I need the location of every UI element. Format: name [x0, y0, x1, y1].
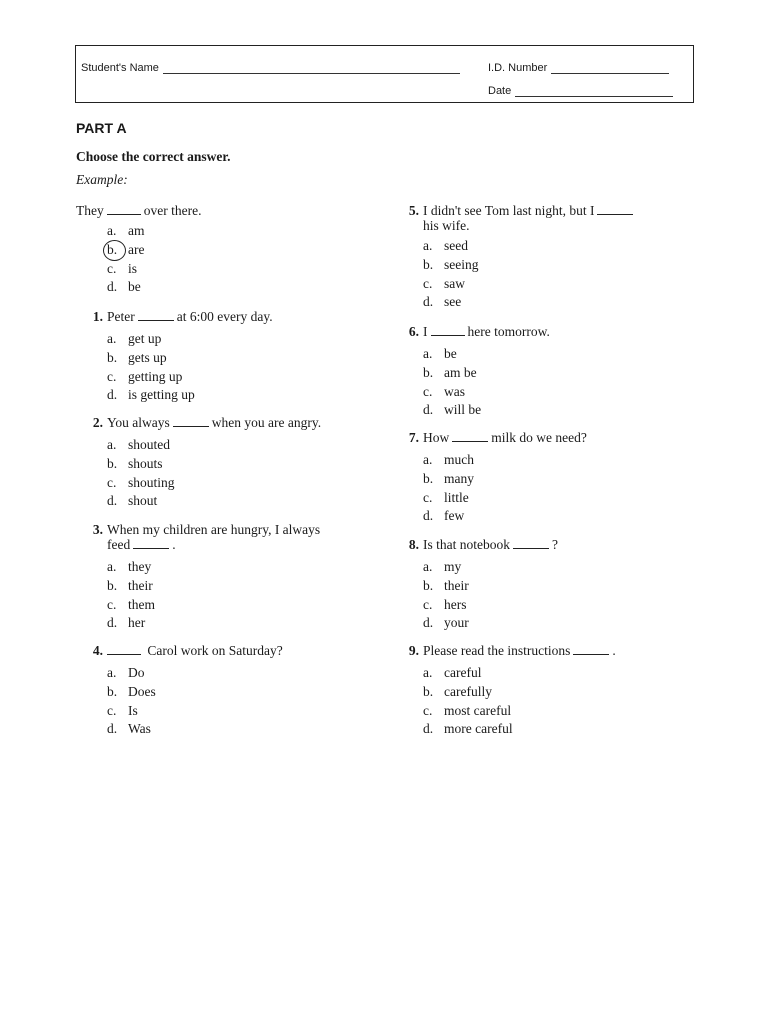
question-6: 6. I here tomorrow. a. be b. am be c. was d. will be — [408, 324, 550, 418]
student-name-field[interactable] — [81, 62, 460, 74]
question-8: 8. Is that notebook ? a. my b. their c. hers d. your — [408, 537, 558, 631]
question-1: 1. Peter at 6:00 every day. a. get up b. gets up c. getting up d. is getting up — [92, 309, 273, 403]
question-9: 9. Please read the instructions . a. careful b. carefully c. most careful d. more careful — [408, 643, 616, 737]
id-number-field[interactable] — [488, 62, 669, 74]
answer-blank — [452, 431, 488, 442]
answer-blank — [138, 310, 174, 321]
date-field[interactable] — [488, 85, 673, 97]
answer-blank — [431, 325, 465, 336]
answer-blank — [597, 204, 633, 215]
question-stem: Please read the instructions . — [423, 643, 616, 658]
circled-answer: b. — [107, 241, 125, 260]
answer-blank — [513, 538, 549, 549]
id-number-label: I.D. Number — [488, 62, 548, 74]
date-label: Date — [488, 85, 512, 97]
answer-blank — [133, 538, 169, 549]
answer-blank — [107, 204, 141, 215]
answer-blank — [173, 416, 209, 427]
date-line[interactable] — [515, 86, 673, 97]
question-stem-line-1: When my children are hungry, I always — [107, 522, 321, 537]
question-stem-line-1: I didn't see Tom last night, but I — [423, 203, 636, 218]
example-question: They over there. a. am b. are c. is d. be — [76, 203, 202, 295]
question-2: 2. You always when you are angry. a. shouted b. shouts c. shouting d. shout — [92, 415, 322, 509]
instruction: Choose the correct answer. — [76, 149, 231, 164]
example-label: Example: — [76, 172, 128, 187]
question-stem: They over there. — [76, 203, 202, 218]
student-info-box — [75, 45, 694, 103]
question-stem: I here tomorrow. — [423, 324, 550, 339]
question-stem: How milk do we need? — [423, 430, 587, 445]
question-4: 4. Carol work on Saturday? a. Do b. Does c. Is d. Was — [92, 643, 283, 737]
question-stem: You always when you are angry. — [107, 415, 322, 430]
question-7: 7. How milk do we need? a. much b. many c. little d. few — [408, 430, 587, 524]
part-title: PART A — [76, 120, 127, 136]
question-5: 5. I didn't see Tom last night, but I his wife. a. seed b. seeing c. saw d. see — [423, 203, 636, 233]
question-3: 3. When my children are hungry, I always feed . a. they b. their c. them d. her — [92, 522, 321, 631]
id-number-line[interactable] — [551, 63, 669, 74]
question-stem: Carol work on Saturday? — [107, 643, 283, 658]
question-stem-line-2: feed . — [107, 537, 176, 552]
question-stem-line-2: his wife. — [423, 218, 470, 233]
student-name-label: Student's Name — [81, 62, 159, 74]
answer-blank — [107, 644, 141, 655]
question-stem: Is that notebook ? — [423, 537, 558, 552]
question-stem: Peter at 6:00 every day. — [107, 309, 273, 324]
answer-blank — [573, 644, 609, 655]
student-name-line[interactable] — [163, 63, 460, 74]
